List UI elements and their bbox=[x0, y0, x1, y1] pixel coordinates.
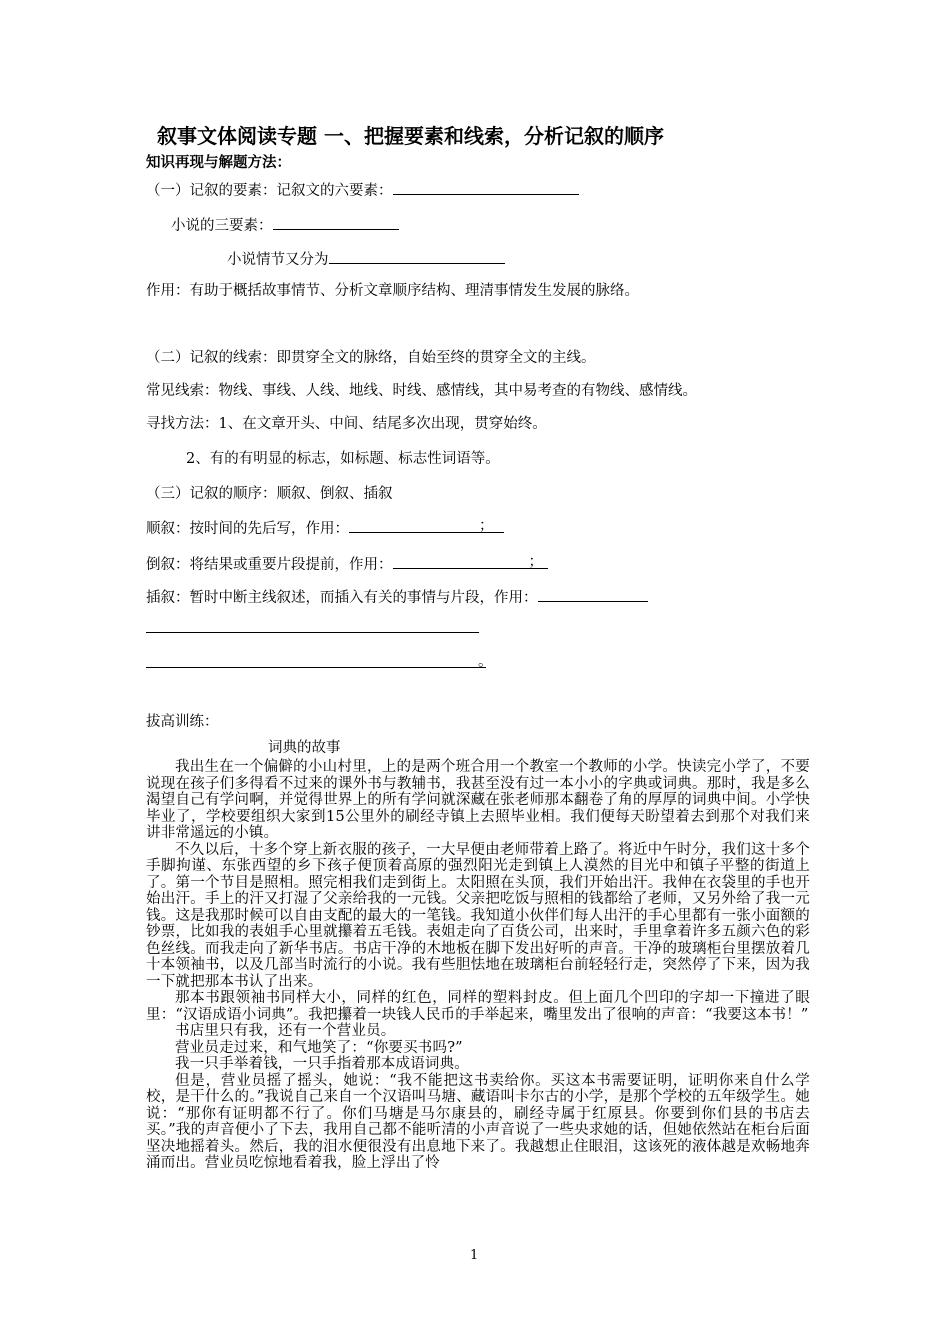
clues-method-2: 2、有的有明显的标志，如标题、标志性词语等。 bbox=[186, 451, 500, 467]
order-daoxu bbox=[146, 553, 548, 574]
practice-heading: 拔高训练： bbox=[146, 714, 219, 730]
page-number: 1 bbox=[470, 1248, 479, 1263]
elements-function: 作用：有助于概括故事情节、分析文章顺序结构、理清事情发生发展的脉络。 bbox=[146, 283, 639, 299]
plot-parts-blank bbox=[329, 248, 505, 264]
order-shunxu bbox=[146, 517, 504, 538]
page-title: 叙事文体阅读专题 一、把握要素和线索，分析记叙的顺序 bbox=[157, 124, 664, 148]
elements-line-2 bbox=[171, 214, 399, 235]
knowledge-heading: 知识再现与解题方法： bbox=[146, 154, 291, 171]
daoxu-label: 倒叙：将结果或重要片段提前，作用： bbox=[146, 557, 393, 573]
story-paragraph: 不久以后，十多个穿上新衣服的孩子，一大早便由老师带着上路了。将近中午时分，我们这十多个手脚拘谨、东张西望的乡下孩子便顶着高原的强烈阳光走到镇上人漠然的目光中和镇子平整的街道上了。第一个节目是照相。照完相我们走到街上。太阳照在头顶，我们开始出汗。我伸在衣袋里的手也开始出汗。手上的汗又打湿了父亲给我的一元钱。父亲把吃饭与照相的钱都给了老师，又另外给了我一元钱。这是我那时候可以自由支配的最大的一笔钱。我知道小伙伴们每人出汗的手心里都有一张小面额的钞票，比如我的表姐手心里就攥着五毛钱。表姐走向了百货公司，出来时，手里拿着许多五颜六色的彩色丝线。而我走向了新华书店。书店干净的木地板在脚下发出好听的声音。干净的玻璃柜台里摆放着几十本领袖书，以及几部当时流行的小说。我有些胆怯地在玻璃柜台前轻轻行走，突然停了下来，因为我一下就把那本书认了出来。 bbox=[146, 841, 810, 990]
chaxu-blank bbox=[538, 586, 648, 602]
novel-elements-blank bbox=[273, 214, 399, 230]
six-elements-label: （一）记叙的要素：记叙文的六要素： bbox=[146, 183, 393, 199]
story-title: 词典的故事 bbox=[268, 740, 341, 756]
answer-rule-1 bbox=[146, 632, 479, 633]
answer-period: 。 bbox=[478, 654, 493, 670]
story-paragraph: 那本书跟领袖书同样大小，同样的红色，同样的塑料封皮。但上面几个凹印的字却一下撞进了眼里：“汉语成语小词典”。我把攥着一块钱人民币的手举起来，嘴里发出了很响的声音：“我要这本书！” bbox=[146, 990, 810, 1023]
clues-definition: （二）记叙的线索：即贯穿全文的脉络，自始至终的贯穿全文的主线。 bbox=[146, 350, 596, 366]
six-elements-blank bbox=[393, 179, 579, 195]
shunxu-label: 顺叙：按时间的先后写，作用： bbox=[146, 521, 349, 537]
daoxu-blank bbox=[393, 553, 548, 569]
daoxu-semicolon: ； bbox=[528, 554, 543, 570]
order-heading: （三）记叙的顺序：顺叙、倒叙、插叙 bbox=[146, 486, 393, 502]
shunxu-blank bbox=[349, 517, 504, 533]
chaxu-label: 插叙：暂时中断主线叙述，而插入有关的事情与片段，作用： bbox=[146, 590, 538, 606]
elements-line-1 bbox=[146, 179, 579, 200]
novel-elements-label: 小说的三要素： bbox=[171, 218, 273, 234]
story-text bbox=[146, 759, 810, 1172]
story-paragraph: 但是，营业员摇了摇头，她说：“我不能把这书卖给你。买这本书需要证明，证明你来自什么学校，是干什么的。”我说自己来自一个汉语叫马塘、藏语叫卡尔古的小学，是那个学校的五年级学生。她说：“那你有证明都不行了。你们马塘是马尔康县的，刷经寺属于红原县。你要到你们县的书店去买。”我的声音便小了下去，我用自己都不能听清的小声音说了一些央求她的话，但她依然站在柜台后面坚决地摇着头。然后，我的泪水便很没有出息地下来了。我越想止住眼泪，这该死的液体越是欢畅地奔涌而出。营业员吃惊地看着我，脸上浮出了怜 bbox=[146, 1072, 810, 1171]
story-paragraph: 书店里只有我，还有一个营业员。 bbox=[175, 1023, 396, 1039]
order-chaxu bbox=[146, 586, 648, 607]
shunxu-semicolon: ； bbox=[479, 518, 494, 534]
clues-common: 常见线索：物线、事线、人线、地线、时线、感情线，其中易考查的有物线、感情线。 bbox=[146, 383, 697, 399]
answer-rule-2 bbox=[146, 667, 486, 668]
story-paragraph: 我出生在一个偏僻的小山村里，上的是两个班合用一个教室一个教师的小学。快读完小学了，不要说现在孩子们多得看不过来的课外书与教辅书，我甚至没有过一本小小的字典或词典。那时，我是多么渴望自己有学问啊，并觉得世界上的所有学问就深藏在张老师那本翻卷了角的厚厚的词典中间。小学快毕业了，学校要组织大家到15公里外的刷经寺镇上去照毕业相。我们便每天盼望着去到那个对我们来讲非常遥远的小镇。 bbox=[146, 759, 810, 841]
elements-line-3 bbox=[227, 248, 505, 269]
plot-parts-label: 小说情节又分为 bbox=[227, 252, 329, 268]
clues-method-1: 寻找方法：1、在文章开头、中间、结尾多次出现，贯穿始终。 bbox=[146, 416, 547, 432]
story-paragraph: 营业员走过来，和气地笑了：“你要买书吗?” bbox=[175, 1039, 463, 1056]
story-paragraph: 我一只手举着钱，一只手指着那本成语词典。 bbox=[175, 1056, 469, 1072]
